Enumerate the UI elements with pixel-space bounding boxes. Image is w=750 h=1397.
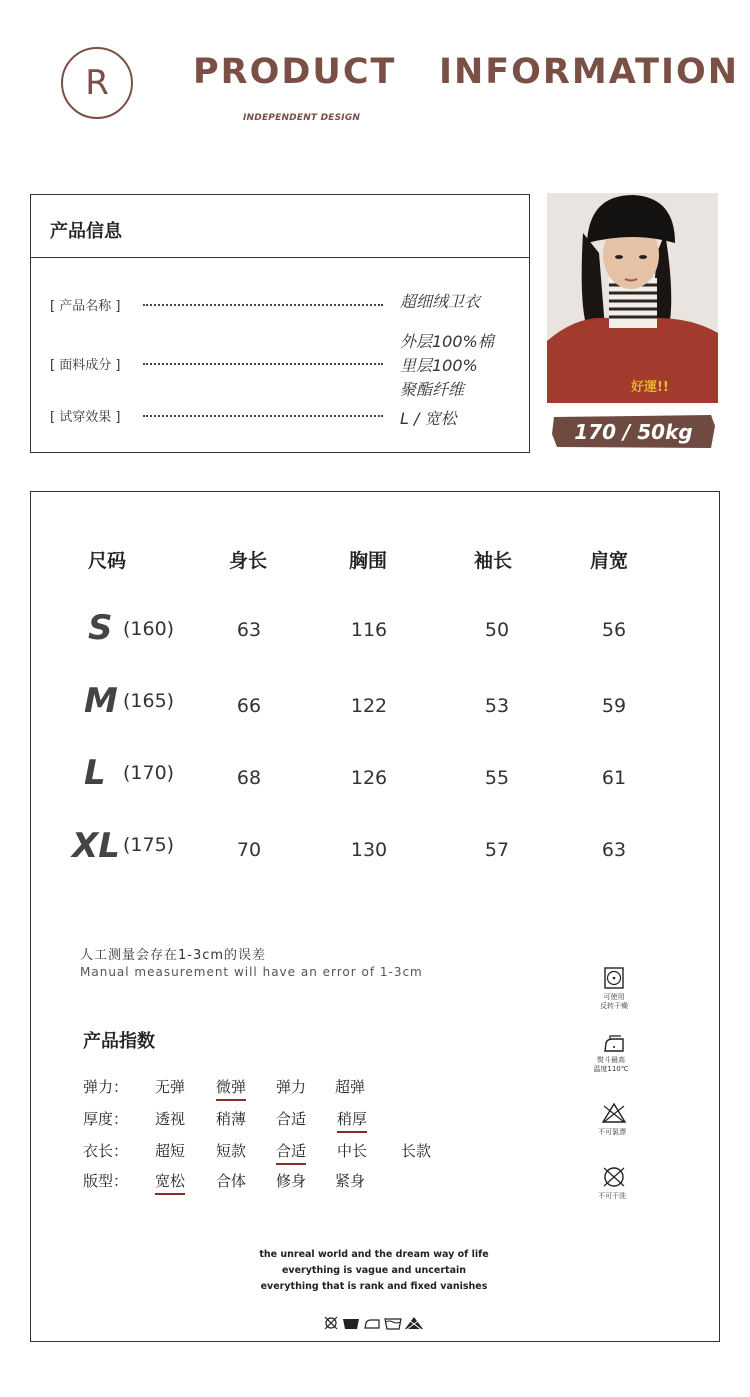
info-value-fit: L / 宽松 bbox=[400, 409, 457, 428]
index-option: 稍薄 bbox=[216, 1110, 247, 1128]
hand-wash-icon bbox=[343, 1319, 359, 1329]
index-option-selected: 宽松 bbox=[155, 1170, 185, 1195]
index-option: 中长 bbox=[337, 1142, 368, 1160]
index-option-selected: 合适 bbox=[276, 1140, 306, 1165]
shirt-print: 好運!! bbox=[631, 380, 669, 395]
no-dry-clean-icon bbox=[601, 1166, 627, 1188]
product-info-title: 产品信息 bbox=[50, 221, 122, 242]
info-label-fabric: [ 面料成分 ] bbox=[50, 358, 121, 373]
table-cell: 61 bbox=[601, 767, 627, 789]
table-cell: 68 bbox=[236, 767, 262, 789]
col-header-chest: 胸围 bbox=[349, 550, 388, 572]
col-header-size: 尺码 bbox=[88, 550, 127, 572]
product-index-title: 产品指数 bbox=[83, 1031, 155, 1052]
index-option: 弹力 bbox=[276, 1078, 307, 1096]
care-text-bleach: 不可氯漂 bbox=[598, 1128, 626, 1136]
care-icons-row bbox=[323, 1315, 427, 1331]
care-text-dryclean: 不可干洗 bbox=[598, 1192, 626, 1200]
no-bleach-icon bbox=[601, 1102, 627, 1124]
model-photo bbox=[547, 193, 718, 403]
table-cell: 116 bbox=[350, 619, 388, 641]
index-option: 无弹 bbox=[155, 1078, 186, 1096]
index-label-elasticity: 弹力： bbox=[83, 1078, 129, 1096]
table-cell: 50 bbox=[484, 619, 510, 641]
dotted-leader bbox=[143, 413, 383, 417]
table-cell: 53 bbox=[484, 695, 510, 717]
info-value-name: 超细绒卫衣 bbox=[400, 292, 481, 311]
dotted-leader bbox=[143, 361, 383, 365]
wash-tub-icon bbox=[385, 1319, 401, 1329]
measurement-note-cn: 人工测量会存在1-3cm的误差 bbox=[80, 948, 267, 963]
quote-line-3: everything that is rank and fixed vanishes bbox=[260, 1281, 488, 1292]
index-label-fit: 版型： bbox=[83, 1172, 129, 1190]
col-header-length: 身长 bbox=[229, 550, 268, 572]
quote-line-1: the unreal world and the dream way of life bbox=[259, 1249, 489, 1260]
size-xl-label: XL bbox=[72, 826, 120, 866]
table-cell: 63 bbox=[601, 839, 627, 861]
index-option: 紧身 bbox=[335, 1172, 366, 1190]
index-option: 超弹 bbox=[335, 1078, 366, 1096]
info-value-fabric: 外层100%棉 里层100% 聚酯纤维 bbox=[400, 332, 494, 399]
table-cell: 56 bbox=[601, 619, 627, 641]
size-s-height: (160) bbox=[123, 618, 175, 640]
care-text-iron: 熨斗最高 温度110℃ bbox=[593, 1056, 629, 1073]
dotted-leader bbox=[143, 302, 383, 306]
table-cell: 70 bbox=[236, 839, 262, 861]
table-cell: 122 bbox=[350, 695, 388, 717]
size-l-height: (170) bbox=[123, 762, 175, 784]
col-header-sleeve: 袖长 bbox=[474, 550, 513, 572]
logo-letter: R bbox=[85, 63, 109, 103]
care-text-tumble: 可使用 反转干燥 bbox=[600, 993, 628, 1010]
size-m-label: M bbox=[84, 681, 118, 721]
table-cell: 63 bbox=[236, 619, 262, 641]
info-label-fit: [ 试穿效果 ] bbox=[50, 410, 121, 425]
table-cell: 57 bbox=[484, 839, 510, 861]
index-option: 合适 bbox=[276, 1110, 307, 1128]
index-option: 短款 bbox=[216, 1142, 247, 1160]
page-title: PRODUCT INFORMATION bbox=[193, 52, 740, 92]
product-info-box bbox=[30, 194, 530, 453]
index-label-thickness: 厚度： bbox=[83, 1110, 129, 1128]
index-label-length: 衣长： bbox=[83, 1142, 129, 1160]
size-l-label: L bbox=[84, 753, 106, 793]
index-option: 透视 bbox=[155, 1110, 186, 1128]
quote-line-2: everything is vague and uncertain bbox=[281, 1265, 467, 1276]
size-xl-height: (175) bbox=[123, 834, 175, 856]
no-tumble-icon bbox=[325, 1317, 337, 1329]
index-option-selected: 稍厚 bbox=[337, 1108, 367, 1133]
size-m-height: (165) bbox=[123, 690, 175, 712]
info-label-name: [ 产品名称 ] bbox=[50, 299, 121, 314]
index-option: 长款 bbox=[401, 1142, 432, 1160]
iron-icon bbox=[601, 1033, 627, 1055]
table-cell: 55 bbox=[484, 767, 510, 789]
index-option: 修身 bbox=[276, 1172, 307, 1190]
table-cell: 59 bbox=[601, 695, 627, 717]
no-bleach-small-icon bbox=[405, 1317, 423, 1330]
table-cell: 130 bbox=[350, 839, 388, 861]
index-option: 合体 bbox=[216, 1172, 247, 1190]
tumble-dry-icon bbox=[601, 967, 627, 989]
col-header-shoulder: 肩宽 bbox=[590, 550, 629, 572]
size-s-label: S bbox=[88, 608, 113, 648]
table-cell: 126 bbox=[350, 767, 388, 789]
table-cell: 66 bbox=[236, 695, 262, 717]
model-illustration bbox=[547, 193, 718, 403]
index-option-selected: 微弹 bbox=[216, 1076, 246, 1101]
measurement-note-en: Manual measurement will have an error of 1-3cm bbox=[80, 965, 423, 979]
index-option: 超短 bbox=[155, 1142, 186, 1160]
page-subtitle: INDEPENDENT DESIGN bbox=[243, 113, 361, 123]
model-stats: 170 / 50kg bbox=[574, 420, 693, 444]
iron-low-icon bbox=[365, 1320, 379, 1328]
